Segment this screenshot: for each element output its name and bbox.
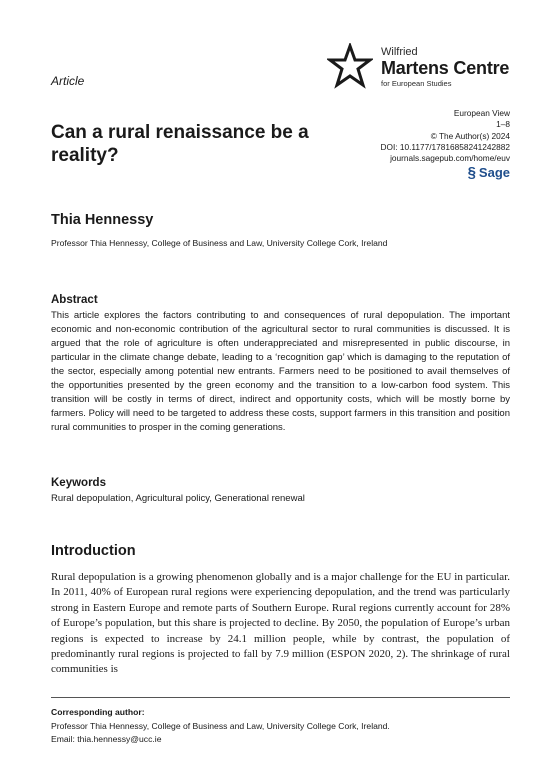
star-figure-icon: [327, 43, 373, 91]
article-type-label: Article: [51, 74, 85, 88]
abstract-text: This article explores the factors contributing to and consequences of rural depopulation. The important economic and non-economic contribution of the agricultural sector to rural communities is discussed. It is argued that the role of agriculture is often underappreciated and misrepresented in public discourse, in particular in the climate change debate, leading to a ‘recognition gap’ which is damaging to the reputation of the sector, especially among potential new entrants. Farmers need to be positioned to avail themselves of the opportunities presented by the green economy and the transition to a low-carbon food system. This transition will be costly in terms of direct, indirect and opportunity costs, which will be mostly borne by farmers. Policy will need to be targeted to address these costs, support farmers in this transition and position rural communities to prosper in the coming generations.: [51, 310, 510, 433]
page-range: 1–8: [496, 119, 510, 130]
publisher-name: Sage: [478, 165, 510, 180]
introduction-heading: Introduction: [51, 543, 136, 559]
author-name: Thia Hennessy: [51, 212, 154, 228]
doi[interactable]: DOI: 10.1177/17816858241242882: [380, 141, 510, 152]
logo-line-2: Martens Centre: [381, 58, 510, 78]
keywords-text: Rural depopulation, Agricultural policy, Generational renewal: [51, 493, 305, 504]
keywords-heading: Keywords: [51, 477, 106, 489]
sage-logo: [468, 164, 510, 181]
martens-centre-logo: [327, 43, 517, 93]
journal-url[interactable]: journals.sagepub.com/home/euv: [390, 153, 510, 164]
abstract-heading: Abstract: [51, 294, 98, 306]
journal-meta: [381, 108, 511, 164]
author-affiliation: Professor Thia Hennessy, College of Business and Law, University College Cork, Ireland: [51, 238, 388, 248]
logo-line-3: for European Studies: [381, 79, 452, 88]
corresponding-author-email[interactable]: Email: thia.hennessy@ucc.ie: [51, 734, 162, 744]
footer-divider: [51, 697, 510, 698]
sage-s-icon: §: [467, 164, 476, 181]
logo-line-1: Wilfried: [381, 46, 418, 58]
journal-name: European View: [453, 108, 510, 118]
copyright: © The Author(s) 2024: [430, 130, 510, 141]
article-title: Can a rural renaissance be a reality?: [51, 122, 309, 166]
introduction-text: Rural depopulation is a growing phenomenon globally and is a major challenge for the EU in particular. In 2011, 40% of European rural regions were experiencing depopulation, and the trend was particularly strong in Eastern Europe and remote parts of Southern Europe. Rural regions currently account for 28% of Europe’s population, but this share is projected to decline. By 2050, the population of Europe’s urban regions is expected to increase by 24.1 million people, while by contrast, the population of predominantly rural regions is projected to fall by 7.9 million (ESPON 2020, 2). The shrinkage of rural communities is: [51, 571, 510, 676]
corresponding-author-heading: Corresponding author:: [51, 707, 145, 717]
corresponding-author-address: Professor Thia Hennessy, College of Business and Law, University College Cork, Ireland.: [51, 721, 390, 731]
